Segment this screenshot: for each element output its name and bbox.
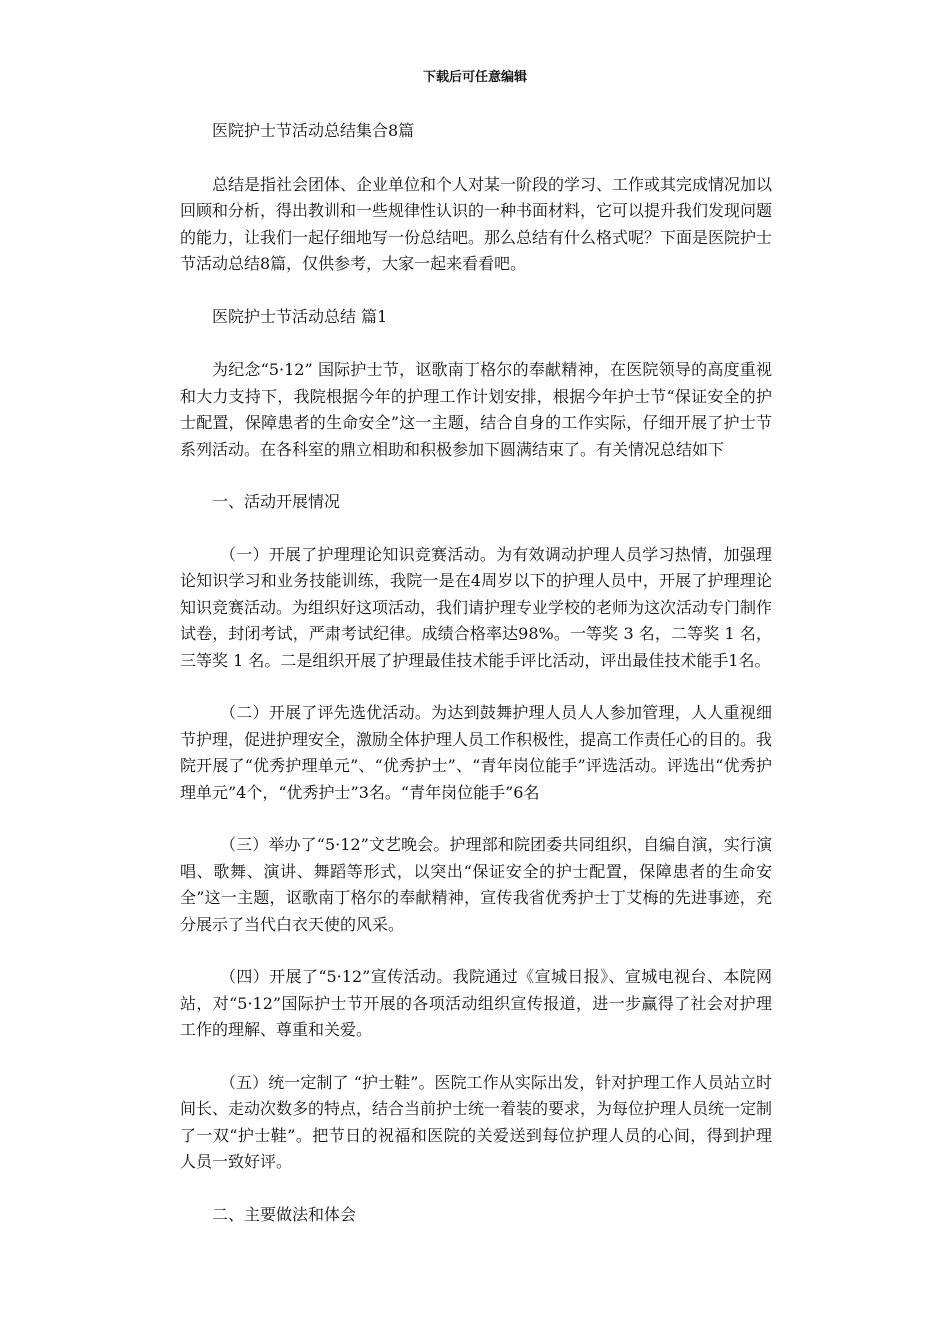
- intro-paragraph: 总结是指社会团体、企业单位和个人对某一阶段的学习、工作或其完成情况加以回顾和分析，得出教训和一些规律性认识的一种书面材料，它可以提升我们发现问题的能力，让我们一起仔细地写一份总结吧。那么总结有什么格式呢？下面是医院护士节活动总结8篇，仅供参考，大家一起来看看吧。: [180, 174, 773, 273]
- item-paragraph-1: （一）开展了护理理论知识竞赛活动。为有效调动护理人员学习热情，加强理论知识学习和业务技能训练，我院一是在4周岁以下的护理人员中，开展了护理理论知识竞赛活动。为组织好这项活动，我们请护理专业学校的老师为这次活动专门制作试卷，封闭考试，严肃考试纪律。成绩合格率达98%。一等奖 3 名，二等奖 1 名，三等奖 1 名。二是组织开展了护理最佳技术能手评比活动，评出最佳技术能手1名。: [180, 544, 773, 670]
- section-heading-1: 一、活动开展情况: [212, 492, 341, 511]
- opening-paragraph: 为纪念“5·12” 国际护士节，讴歌南丁格尔的奉献精神，在医院领导的高度重视和大力支持下，我院根据今年的护理工作计划安排，根据今年护士节“保证安全的护士配置，保障患者的生命安全”这一主题，结合自身的工作实际，仔细开展了护士节系列活动。在各科室的鼎立相助和积极参加下圆满结束了。有关情况总结如下: [180, 360, 772, 459]
- item-paragraph-4: （四）开展了“5·12”宣传活动。我院通过《宣城日报》、宣城电视台、本院网站，对“5·12”国际护士节开展的各项活动组织宣传报道，进一步赢得了社会对护理工作的理解、尊重和关爱。: [180, 967, 772, 1039]
- document-title: 医院护士节活动总结集合8篇: [212, 121, 415, 140]
- item-paragraph-3: （三）举办了“5·12”文艺晚会。护理部和院团委共同组织，自编自演，实行演唱、歌舞、演讲、舞蹈等形式，以突出“保证安全的护士配置，保障患者的生命安全”这一主题，讴歌南丁格尔的奉献精神，宣传我省优秀护士丁艾梅的先进事迹，充分展示了当代白衣天使的风采。: [180, 835, 772, 934]
- header-note: 下载后可任意编辑: [422, 70, 527, 85]
- section-heading-2: 二、主要做法和体会: [212, 1204, 357, 1224]
- item-paragraph-2: （二）开展了评先选优活动。为达到鼓舞护理人员人人参加管理，人人重视细节护理，促进护理安全，激励全体护理人员工作积极性，提高工作责任心的目的。我院开展了“优秀护理单元”、“优秀护士”、“青年岗位能手”评选活动。评选出“优秀护理单元”4个，“优秀护士”3名。“青年岗位能手”6名: [180, 703, 773, 802]
- article-title: 医院护士节活动总结 篇1: [212, 306, 388, 326]
- item-paragraph-5: （五）统一定制了 “护士鞋”。医院工作从实际出发，针对护理工作人员站立时间长、走动次数多的特点，结合当前护士统一着装的要求，为每位护理人员统一定制了一双“护士鞋”。把节日的祝福和医院的关爱送到每位护理人员的心间，得到护理人员一致好评。: [180, 1072, 773, 1171]
- document-body: [180, 118, 772, 1254]
